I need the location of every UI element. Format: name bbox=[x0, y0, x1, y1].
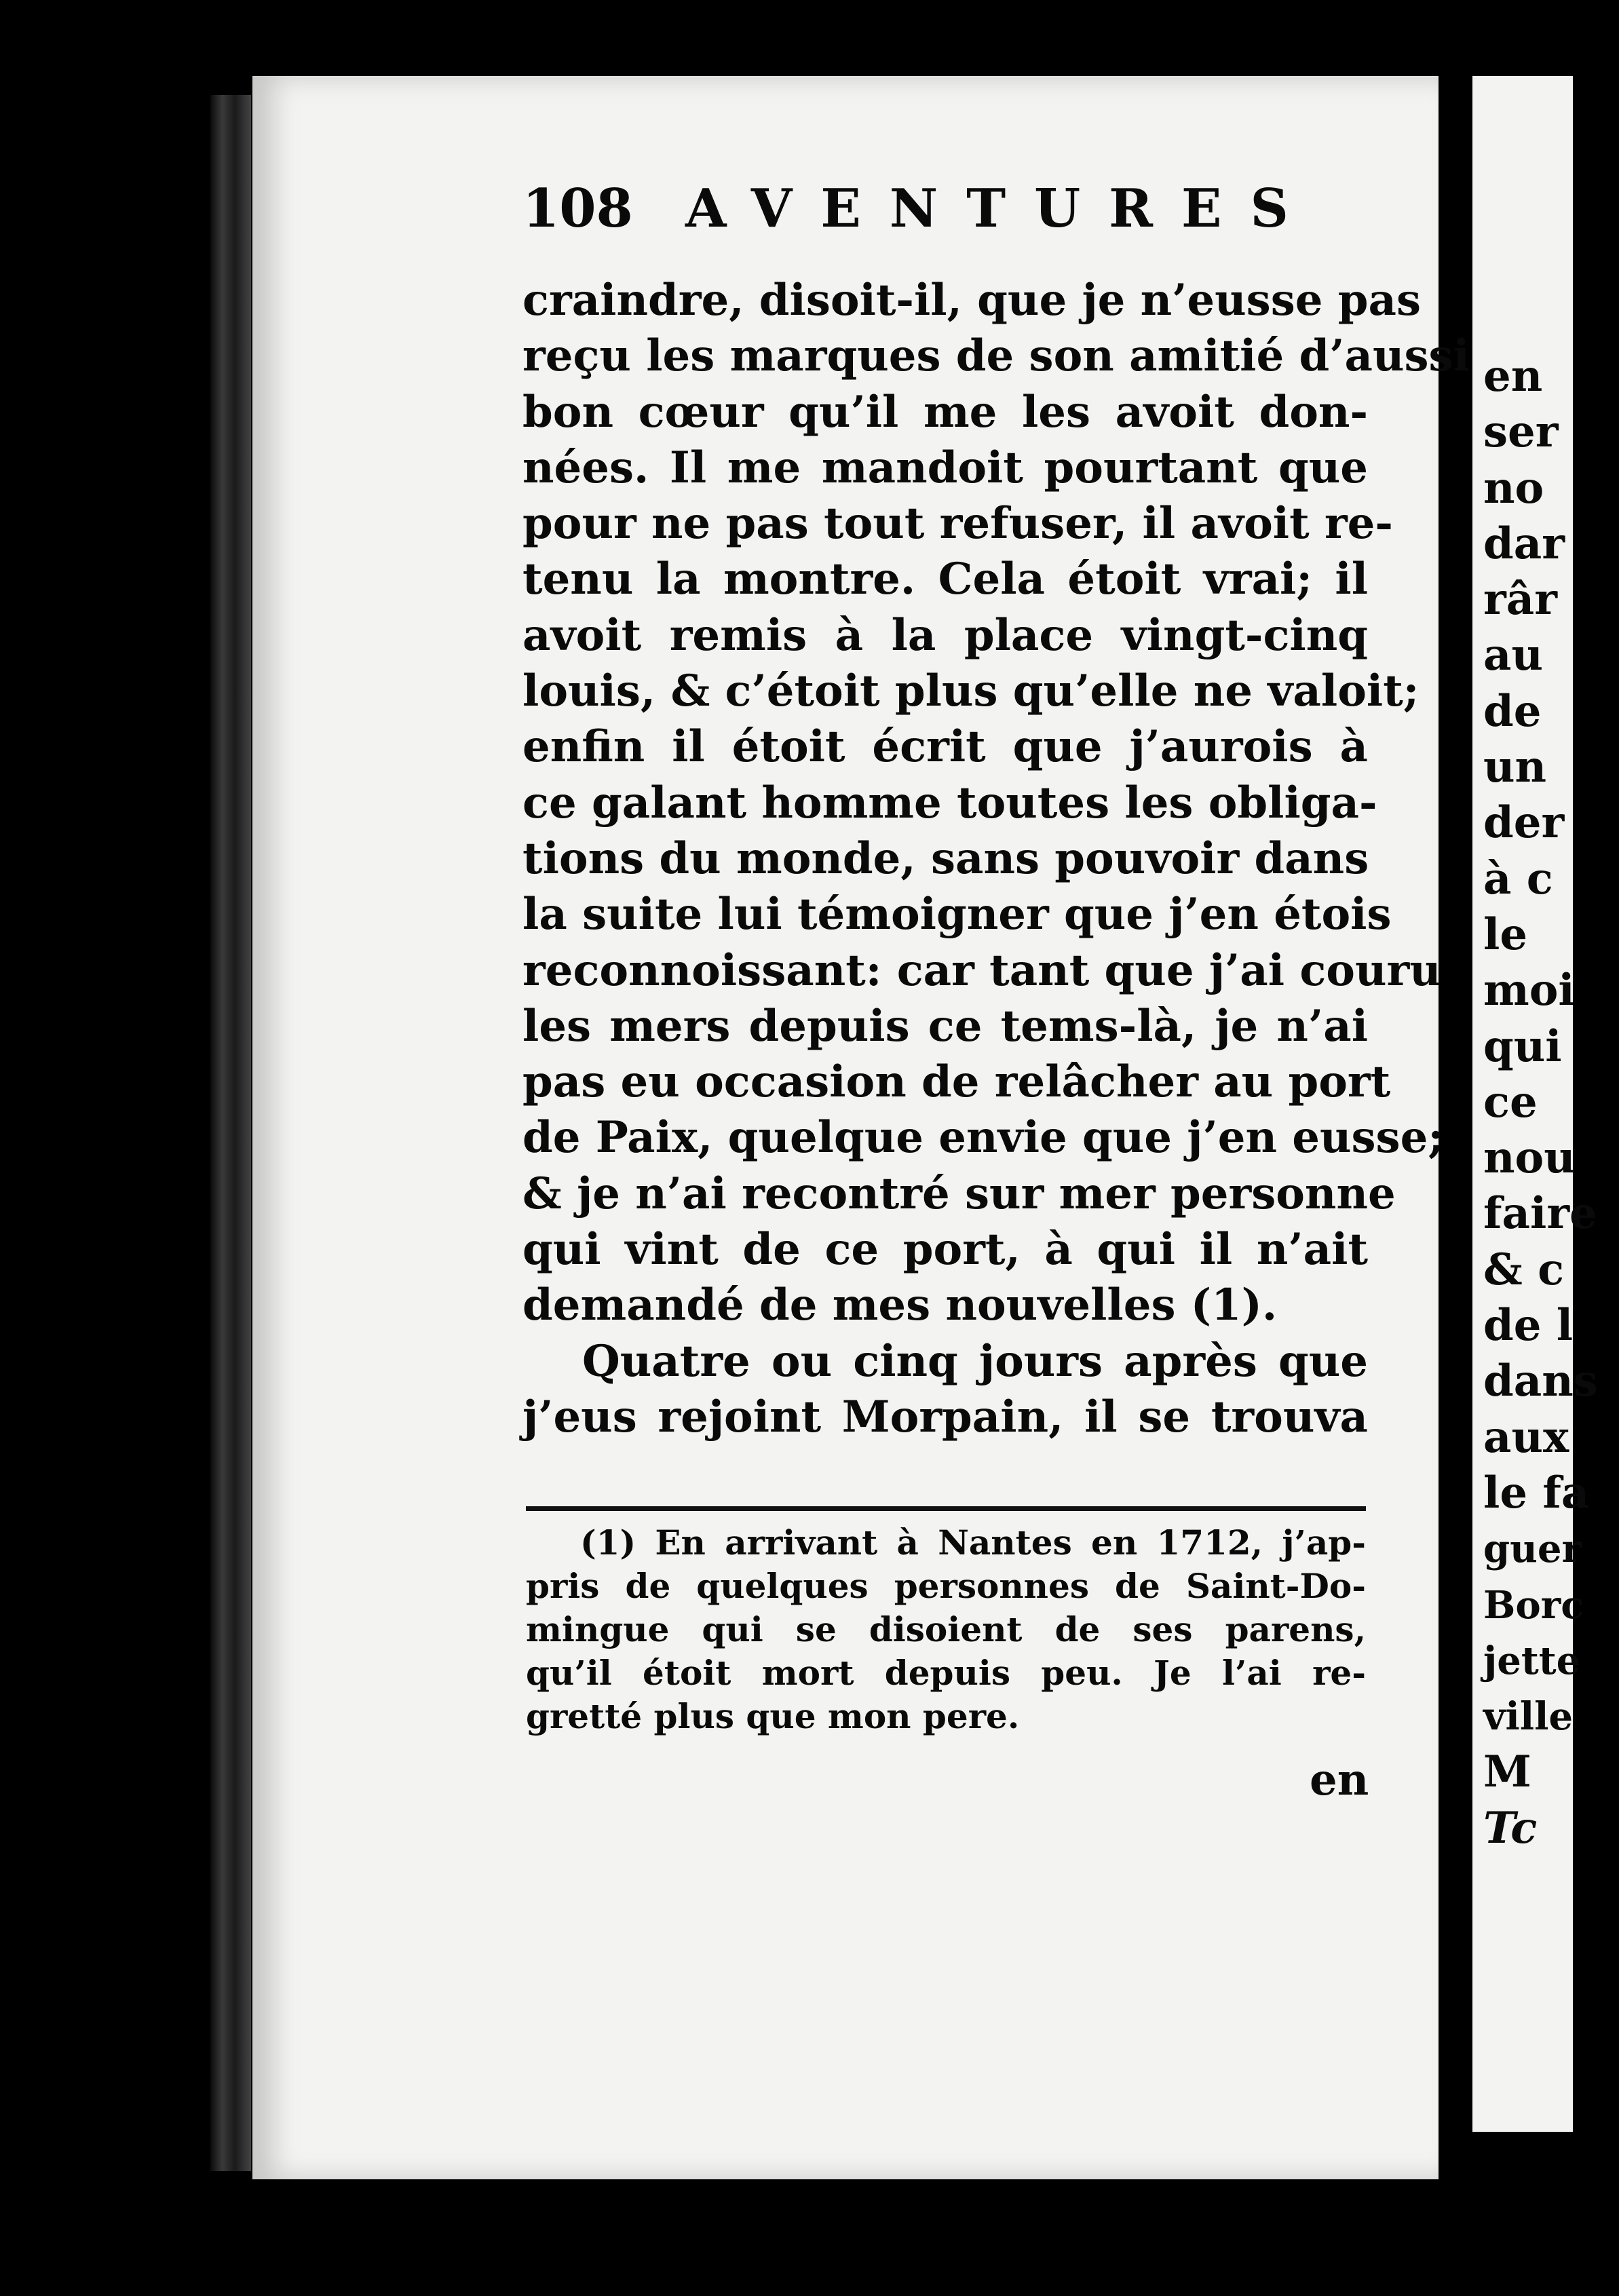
facing-line: guer bbox=[1483, 1527, 1582, 1572]
text-line: de Paix, quelque envie que j’en eusse; bbox=[522, 1112, 1444, 1164]
facing-line: faire bbox=[1483, 1188, 1597, 1240]
facing-line: le bbox=[1483, 908, 1528, 960]
running-head bbox=[522, 178, 1371, 246]
facing-line: M bbox=[1483, 1746, 1531, 1798]
facing-line: jette bbox=[1483, 1638, 1581, 1683]
text-line: pour ne pas tout refuser, il avoit re- bbox=[522, 498, 1393, 550]
facing-page-text bbox=[1483, 349, 1619, 1856]
page-number: 108 bbox=[522, 178, 633, 240]
text-line: nées. Il me mandoit pourtant que bbox=[522, 442, 1368, 493]
facing-line: Tc bbox=[1483, 1802, 1538, 1854]
text-line: craindre, disoit-il, que je n’eusse pas bbox=[522, 275, 1421, 326]
facing-page bbox=[1472, 76, 1598, 2132]
facing-line: en bbox=[1483, 351, 1543, 402]
running-title: AVENTURES bbox=[685, 178, 1317, 240]
text-line: reçu les marques de son amitié d’aussi bbox=[522, 330, 1470, 382]
facing-line: dar bbox=[1483, 518, 1565, 569]
footnote bbox=[526, 1521, 1366, 1738]
text-line: avoit remis à la place vingt-cinq bbox=[522, 609, 1368, 661]
facing-line: qui bbox=[1483, 1020, 1562, 1072]
text-line: pas eu occasion de relâcher au port bbox=[522, 1056, 1391, 1108]
facing-line: ce bbox=[1483, 1076, 1538, 1128]
facing-line: aux bbox=[1483, 1411, 1569, 1463]
facing-line: & c bbox=[1483, 1244, 1565, 1295]
text-line: bon cœur qu’il me les avoit don- bbox=[522, 386, 1368, 438]
footnote-line: qu’il étoit mort depuis peu. Je l’ai re- bbox=[526, 1653, 1366, 1693]
text-line: la suite lui témoigner que j’en étois bbox=[522, 889, 1392, 940]
facing-line: nou bbox=[1483, 1132, 1576, 1184]
text-line: les mers depuis ce tems-là, je n’ai bbox=[522, 1000, 1368, 1052]
text-line: louis, & c’étoit plus qu’elle ne valoit; bbox=[522, 666, 1420, 717]
facing-line: un bbox=[1483, 742, 1547, 793]
text-line: reconnoissant: car tant que j’ai couru bbox=[522, 944, 1441, 996]
catchword: en bbox=[1310, 1755, 1369, 1805]
text-line: j’eus rejoint Morpain, il se trouva bbox=[522, 1391, 1368, 1442]
facing-line: ser bbox=[1483, 406, 1559, 458]
text-line: demandé de mes nouvelles (1). bbox=[522, 1280, 1278, 1331]
facing-line: Borc bbox=[1483, 1582, 1584, 1628]
text-line: & je n’ai recontré sur mer personne bbox=[522, 1168, 1396, 1219]
facing-line: no bbox=[1483, 462, 1544, 514]
facing-line: ville bbox=[1483, 1694, 1573, 1740]
body-text bbox=[522, 273, 1470, 1445]
text-line: tenu la montre. Cela étoit vrai; il bbox=[522, 554, 1368, 605]
text-line: qui vint de ce port, à qui il n’ait bbox=[522, 1224, 1368, 1276]
facing-line: de l bbox=[1483, 1300, 1574, 1352]
facing-line: dans bbox=[1483, 1356, 1598, 1407]
facing-line: moi bbox=[1483, 965, 1575, 1016]
text-line: ce galant homme toutes les obliga- bbox=[522, 777, 1377, 828]
footnote-line: gretté plus que mon pere. bbox=[526, 1696, 1020, 1736]
facing-line: au bbox=[1483, 630, 1543, 681]
text-line: Quatre ou cinq jours après que bbox=[582, 1335, 1368, 1387]
footnote-rule bbox=[526, 1506, 1366, 1511]
facing-line: râr bbox=[1483, 574, 1557, 626]
footnote-line: (1) En arrivant à Nantes en 1712, j’ap- bbox=[580, 1523, 1366, 1563]
text-line: enfin il étoit écrit que j’aurois à bbox=[522, 721, 1368, 773]
facing-line: à c bbox=[1483, 853, 1553, 904]
facing-line: der bbox=[1483, 797, 1565, 849]
footnote-line: pris de quelques personnes de Saint-Do- bbox=[526, 1566, 1366, 1606]
text-line: tions du monde, sans pouvoir dans bbox=[522, 833, 1369, 884]
facing-line: le fa bbox=[1483, 1467, 1590, 1518]
footnote-line: mingue qui se disoient de ses parens, bbox=[526, 1609, 1366, 1649]
book-spine bbox=[210, 95, 251, 2171]
facing-line: de bbox=[1483, 685, 1542, 737]
